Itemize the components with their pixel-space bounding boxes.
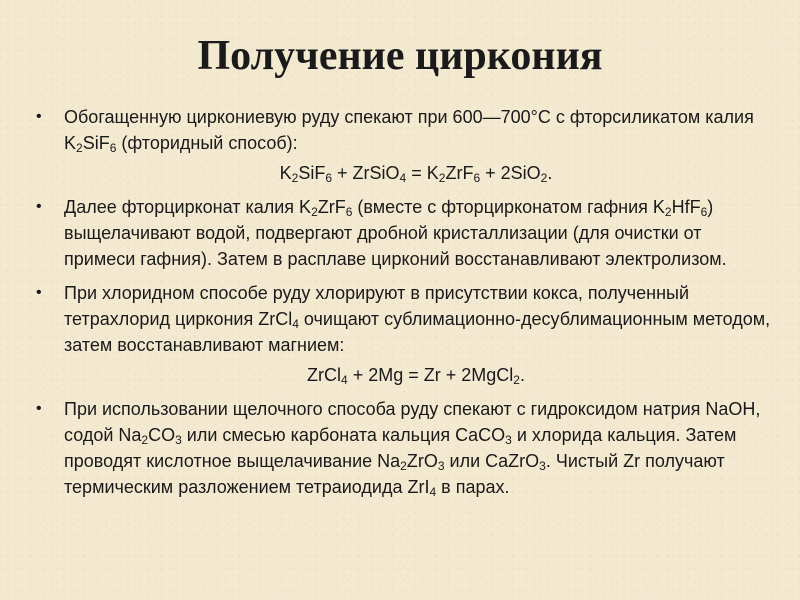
text-run: (фторидный способ):	[116, 133, 298, 153]
text-run: очищают сублимационно-десублимационным методом, затем восстанавливают магнием:	[64, 309, 771, 355]
text-run: + 2SiO	[480, 163, 541, 183]
text-run: HfF	[671, 197, 701, 217]
slide-title: Получение циркония	[197, 33, 603, 79]
subscript: 2	[664, 205, 672, 219]
text-run: При хлоридном способе руду хлорируют в присутствии кокса, полученный тетрахлорид циркония ZrCl	[64, 283, 689, 329]
chemical-equation	[64, 362, 776, 388]
text-run: в парах.	[436, 477, 510, 497]
bullet-text	[64, 194, 776, 272]
text-run: и хлорида кальция. Затем проводят кислотное выщелачивание Na	[64, 425, 737, 471]
bullet-item	[36, 194, 776, 272]
text-run: ZrF	[317, 197, 346, 217]
subscript: 3	[505, 433, 512, 447]
text-run: K	[279, 163, 292, 183]
subscript: 3	[175, 433, 182, 447]
subscript: 4	[292, 317, 299, 331]
text-run: + ZrSiO	[332, 163, 400, 183]
text-run: ZrO	[406, 451, 438, 471]
subscript: 2	[438, 171, 446, 185]
text-run: ) выщелачивают водой, подвергают дробной кристаллизации (для очистки от примеси гафния). Затем в расплаве цирконий восстанавливают электролизом.	[64, 197, 727, 269]
subscript: 2	[513, 373, 520, 387]
subscript: 2	[400, 459, 407, 473]
text-run: Обогащенную циркониевую руду спекают при 600—700°C с фторсиликатом калия K	[64, 107, 754, 153]
subscript: 3	[539, 459, 546, 473]
bullet-list	[36, 104, 776, 508]
subscript: 4	[429, 485, 437, 499]
bullet-text	[64, 280, 776, 358]
text-run: ZrF	[445, 163, 474, 183]
subscript: 4	[341, 373, 348, 387]
text-run: SiF	[82, 133, 110, 153]
bullet-item	[36, 280, 776, 388]
text-run: .	[547, 163, 553, 183]
text-run: Далее фторцирконат калия K	[64, 197, 312, 217]
bullet-marker: •	[36, 400, 42, 417]
text-run: = K	[406, 163, 439, 183]
subscript: 6	[345, 205, 353, 219]
text-run: ZrCl	[307, 365, 342, 385]
subscript: 6	[109, 141, 117, 155]
subscript: 6	[325, 171, 333, 185]
subscript: 6	[700, 205, 708, 219]
text-run: или смесью карбоната кальция CaCO	[181, 425, 506, 445]
bullet-item	[36, 396, 776, 500]
bullet-marker: •	[36, 198, 42, 215]
text-run: + 2Mg = Zr + 2MgCl	[347, 365, 514, 385]
subscript: 2	[76, 141, 83, 155]
bullet-marker: •	[36, 284, 42, 301]
bullet-item	[36, 104, 776, 186]
text-run: .	[519, 365, 525, 385]
bullet-marker: •	[36, 108, 42, 125]
text-run: При использовании щелочного способа руду спекают с гидроксидом натрия NaOH, содой Na	[64, 399, 761, 445]
text-run: CO	[148, 425, 176, 445]
subscript: 6	[473, 171, 481, 185]
text-run: SiF	[298, 163, 326, 183]
subscript: 2	[540, 171, 548, 185]
chemical-equation	[64, 160, 776, 186]
subscript: 4	[399, 171, 407, 185]
subscript: 2	[311, 205, 318, 219]
bullet-text	[64, 396, 776, 500]
text-run: или CaZrO	[444, 451, 540, 471]
subscript: 2	[141, 433, 149, 447]
text-run: . Чистый Zr получают термическим разложением тетраиодида ZrI	[64, 451, 725, 497]
subscript: 3	[437, 459, 445, 473]
bullet-text	[64, 104, 776, 156]
text-run: (вместе с фторцирконатом гафния K	[352, 197, 665, 217]
subscript: 2	[291, 171, 299, 185]
